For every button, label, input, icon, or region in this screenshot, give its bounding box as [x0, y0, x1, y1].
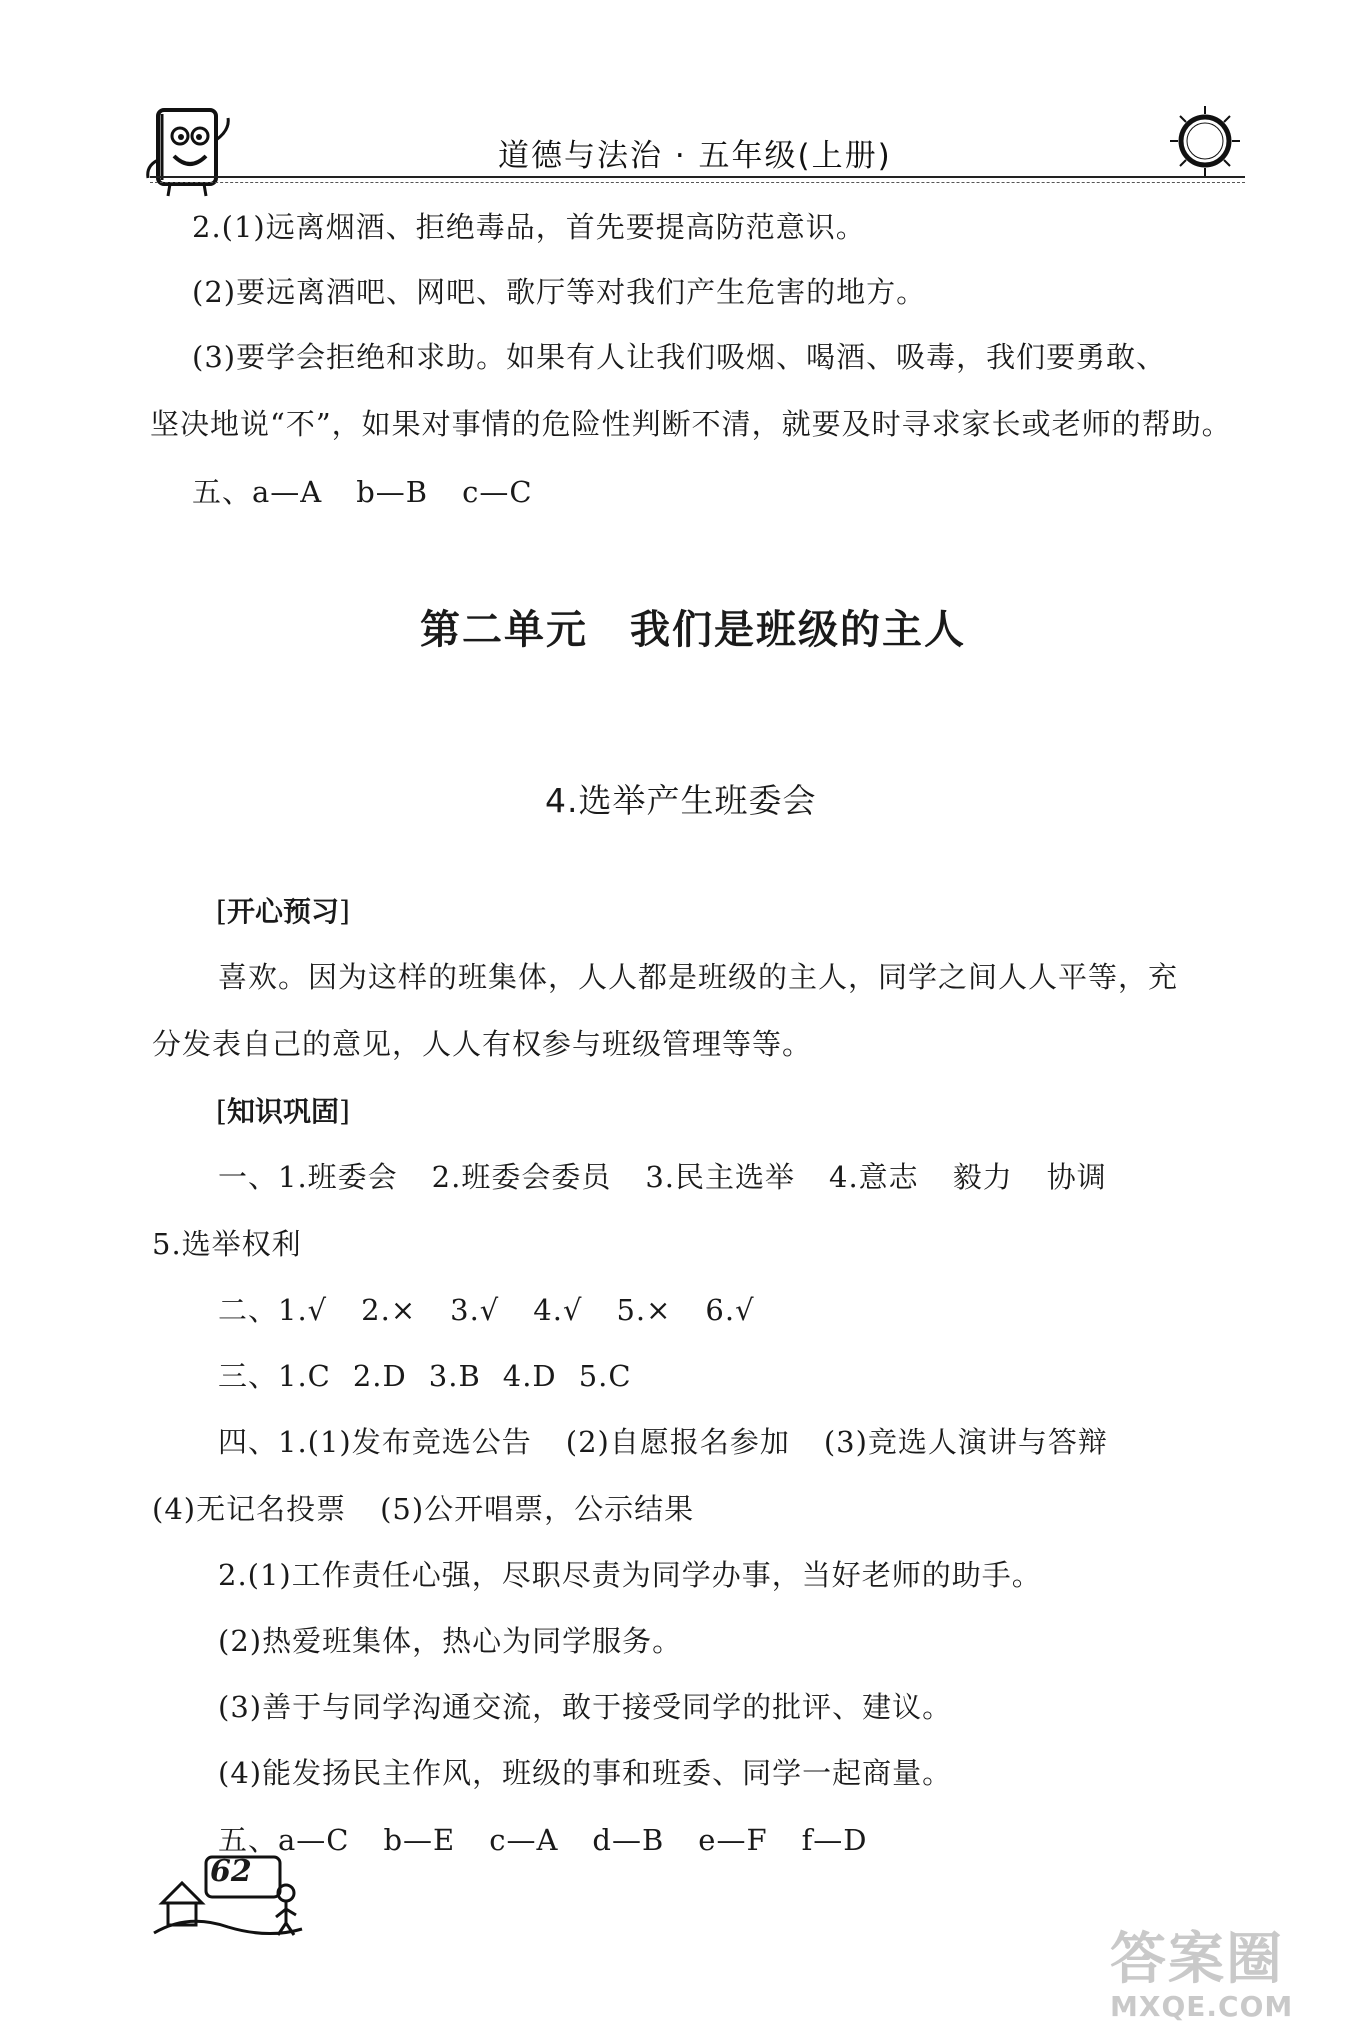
answer-item: 5.×	[616, 1293, 672, 1327]
answer-row-san	[218, 1354, 632, 1395]
matching-answer	[192, 470, 533, 511]
answer-item: 5.C	[578, 1359, 632, 1393]
answer-item: 五、a—C	[218, 1823, 350, 1857]
answer-item: (2)自愿报名参加	[565, 1425, 790, 1459]
answer-row-si	[218, 1420, 1108, 1461]
section-heading-preview: [开心预习]	[216, 895, 350, 928]
answer-item: f—D	[801, 1823, 868, 1857]
header-rule	[150, 176, 1245, 178]
answer-item: 2.班委会委员	[431, 1160, 612, 1194]
answer-row-er	[218, 1288, 755, 1329]
answer-item: 6.√	[705, 1293, 755, 1327]
answer-item: 3.民主选举	[645, 1160, 796, 1194]
answer-item: b—E	[383, 1823, 456, 1857]
lesson-title: 4.选举产生班委会	[545, 781, 817, 820]
answer-item: 三、1.C	[218, 1359, 331, 1393]
answer-line: 分发表自己的意见，人人有权参与班级管理等等。	[152, 1027, 813, 1061]
answer-line: 喜欢。因为这样的班集体，人人都是班级的主人，同学之间人人平等，充	[218, 960, 1179, 994]
answer-item: 3.√	[450, 1293, 500, 1327]
answer-line: (4)能发扬民主作风，班级的事和班委、同学一起商量。	[218, 1756, 953, 1790]
answer-line: (3)善于与同学沟通交流，敢于接受同学的批评、建议。	[218, 1690, 953, 1724]
answer-row-yi	[218, 1155, 1107, 1196]
unit-title: 第二单元 我们是班级的主人	[420, 607, 966, 653]
heading-text: 知识巩固	[226, 1095, 339, 1128]
answer-item: (5)公开唱票，公示结果	[380, 1492, 695, 1526]
answer-item: (4)无记名投票	[152, 1492, 347, 1526]
answer-item: 四、1.(1)发布竞选公告	[218, 1425, 532, 1459]
answer-item: 一、1.班委会	[218, 1160, 398, 1194]
answer-line: 2.(1)远离烟酒、拒绝毒品，首先要提高防范意识。	[192, 210, 866, 244]
answer-item: 4.意志	[829, 1160, 919, 1194]
sun-decoration-icon	[1168, 104, 1242, 178]
answer-item: 协调	[1046, 1160, 1107, 1194]
answer-item: c—C	[462, 475, 533, 509]
answer-line: 2.(1)工作责任心强，尽职尽责为同学办事，当好老师的助手。	[218, 1558, 1042, 1592]
answer-item: 毅力	[952, 1160, 1013, 1194]
answer-item: (3)竞选人演讲与答辩	[823, 1425, 1108, 1459]
answer-item: c—A	[489, 1823, 559, 1857]
answer-line: 坚决地说“不”，如果对事情的危险性判断不清，就要及时寻求家长或老师的帮助。	[150, 407, 1232, 441]
header-rule-dashed	[150, 182, 1245, 183]
page-number: 62	[210, 1854, 252, 1889]
answer-item: 二、1.√	[218, 1293, 328, 1327]
answer-item: d—B	[592, 1823, 665, 1857]
answer-item: 4.√	[533, 1293, 583, 1327]
answer-item: 五、a—A	[192, 475, 323, 509]
answer-item: b—B	[356, 475, 429, 509]
answer-line: (3)要学会拒绝和求助。如果有人让我们吸烟、喝酒、吸毒，我们要勇敢、	[192, 340, 1167, 374]
answer-item: 2.×	[361, 1293, 417, 1327]
header-title: 道德与法治 · 五年级(上册)	[498, 138, 892, 174]
section-heading-consolidate: [知识巩固]	[216, 1095, 350, 1128]
watermark	[1110, 1927, 1340, 2030]
book-mascot-icon	[140, 100, 240, 200]
answer-item: 2.D	[352, 1359, 407, 1393]
watermark-url: MXQE.COM	[1110, 1990, 1294, 2023]
heading-text: 开心预习	[226, 895, 339, 928]
answer-item: 3.B	[428, 1359, 481, 1393]
answer-row-wu	[218, 1818, 868, 1859]
answer-line: (2)要远离酒吧、网吧、歌厅等对我们产生危害的地方。	[192, 275, 927, 309]
answer-item: e—F	[698, 1823, 768, 1857]
watermark-text: 答案圈	[1110, 1927, 1284, 1992]
answer-item: 4.D	[502, 1359, 557, 1393]
answer-row-si-cont	[152, 1487, 694, 1528]
answer-line: 5.选举权利	[152, 1227, 302, 1261]
answer-line: (2)热爱班集体，热心为同学服务。	[218, 1624, 683, 1658]
